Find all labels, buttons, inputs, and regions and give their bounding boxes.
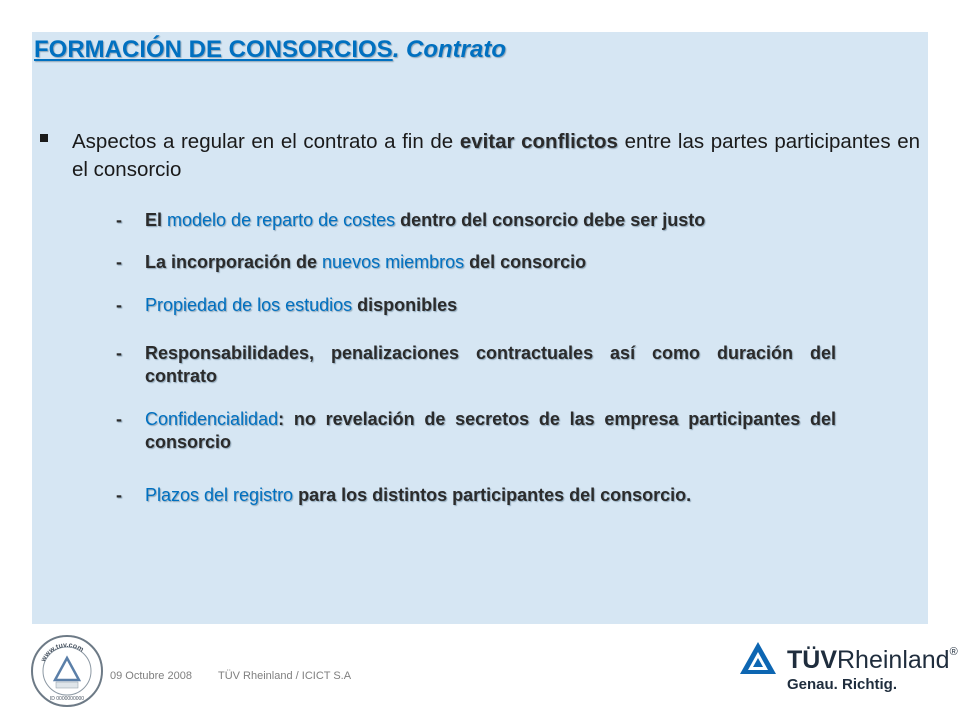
segment-highlight: modelo de reparto de costes bbox=[162, 210, 401, 230]
segment: El bbox=[145, 210, 163, 230]
segment: : no revelación de secretos de las empresa participantes del consorcio bbox=[145, 409, 836, 452]
sub-item-text bbox=[145, 251, 836, 274]
dash-bullet-icon: - bbox=[116, 343, 122, 363]
sub-item-3 bbox=[116, 294, 836, 317]
segment: disponibles bbox=[357, 295, 458, 315]
brand-name-rest: Rheinland bbox=[837, 646, 950, 674]
segment-highlight: Confidencialidad bbox=[145, 409, 279, 429]
intro-lead: Aspectos a regular en el contrato a fin de bbox=[72, 130, 460, 153]
intro-tail: entre las partes participantes en el consorcio bbox=[72, 130, 920, 181]
sub-item-text bbox=[145, 342, 836, 388]
certification-seal-icon bbox=[30, 634, 104, 708]
sub-item-text bbox=[145, 408, 836, 454]
content-panel bbox=[32, 32, 928, 624]
segment: Responsabilidades, penalizaciones contractuales así como duración del contrato bbox=[145, 343, 836, 386]
brand-name-bold: TÜV bbox=[787, 646, 837, 674]
tuv-triangle-logo-icon bbox=[738, 640, 778, 678]
segment: La incorporación de bbox=[145, 252, 323, 272]
sub-item-text bbox=[145, 209, 836, 232]
dash-bullet-icon: - bbox=[116, 485, 122, 505]
dash-bullet-icon: - bbox=[116, 252, 122, 272]
title-sub: . Contrato bbox=[392, 36, 507, 63]
sub-item-6 bbox=[116, 484, 836, 507]
brand-tagline: Genau. Richtig. bbox=[787, 676, 898, 693]
slide-title bbox=[34, 36, 506, 64]
sub-item-text bbox=[145, 294, 836, 317]
dash-bullet-icon: - bbox=[116, 210, 122, 230]
footer-organization: TÜV Rheinland / ICICT S.A bbox=[218, 670, 352, 682]
sub-item-1 bbox=[116, 209, 836, 232]
seal-text-bottom: ID 0000000000 bbox=[49, 696, 85, 702]
seal-text-top: www.tuv.com bbox=[40, 641, 85, 664]
segment-highlight: Propiedad de los estudios bbox=[145, 295, 358, 315]
sub-item-5 bbox=[116, 408, 836, 454]
dash-bullet-icon: - bbox=[116, 295, 122, 315]
main-bullet bbox=[40, 128, 920, 184]
segment-highlight: nuevos miembros bbox=[322, 252, 465, 272]
footer-date: 09 Octubre 2008 bbox=[110, 670, 192, 682]
registered-mark: ® bbox=[949, 645, 958, 658]
segment: para los distintos participantes del consorcio. bbox=[293, 485, 692, 505]
dash-bullet-icon: - bbox=[116, 409, 122, 429]
sub-item-4 bbox=[116, 342, 836, 388]
segment-highlight: Plazos del registro bbox=[145, 485, 294, 505]
square-bullet-icon bbox=[40, 134, 48, 142]
main-bullet-text bbox=[72, 128, 920, 184]
title-main: FORMACIÓN DE CONSORCIOS bbox=[34, 36, 393, 63]
intro-emphasis: evitar conflictos bbox=[459, 130, 618, 153]
sub-item-2 bbox=[116, 251, 836, 274]
sub-item-text bbox=[145, 484, 836, 507]
brand-name bbox=[787, 646, 958, 675]
segment: dentro del consorcio debe ser justo bbox=[400, 210, 706, 230]
segment: del consorcio bbox=[464, 252, 587, 272]
